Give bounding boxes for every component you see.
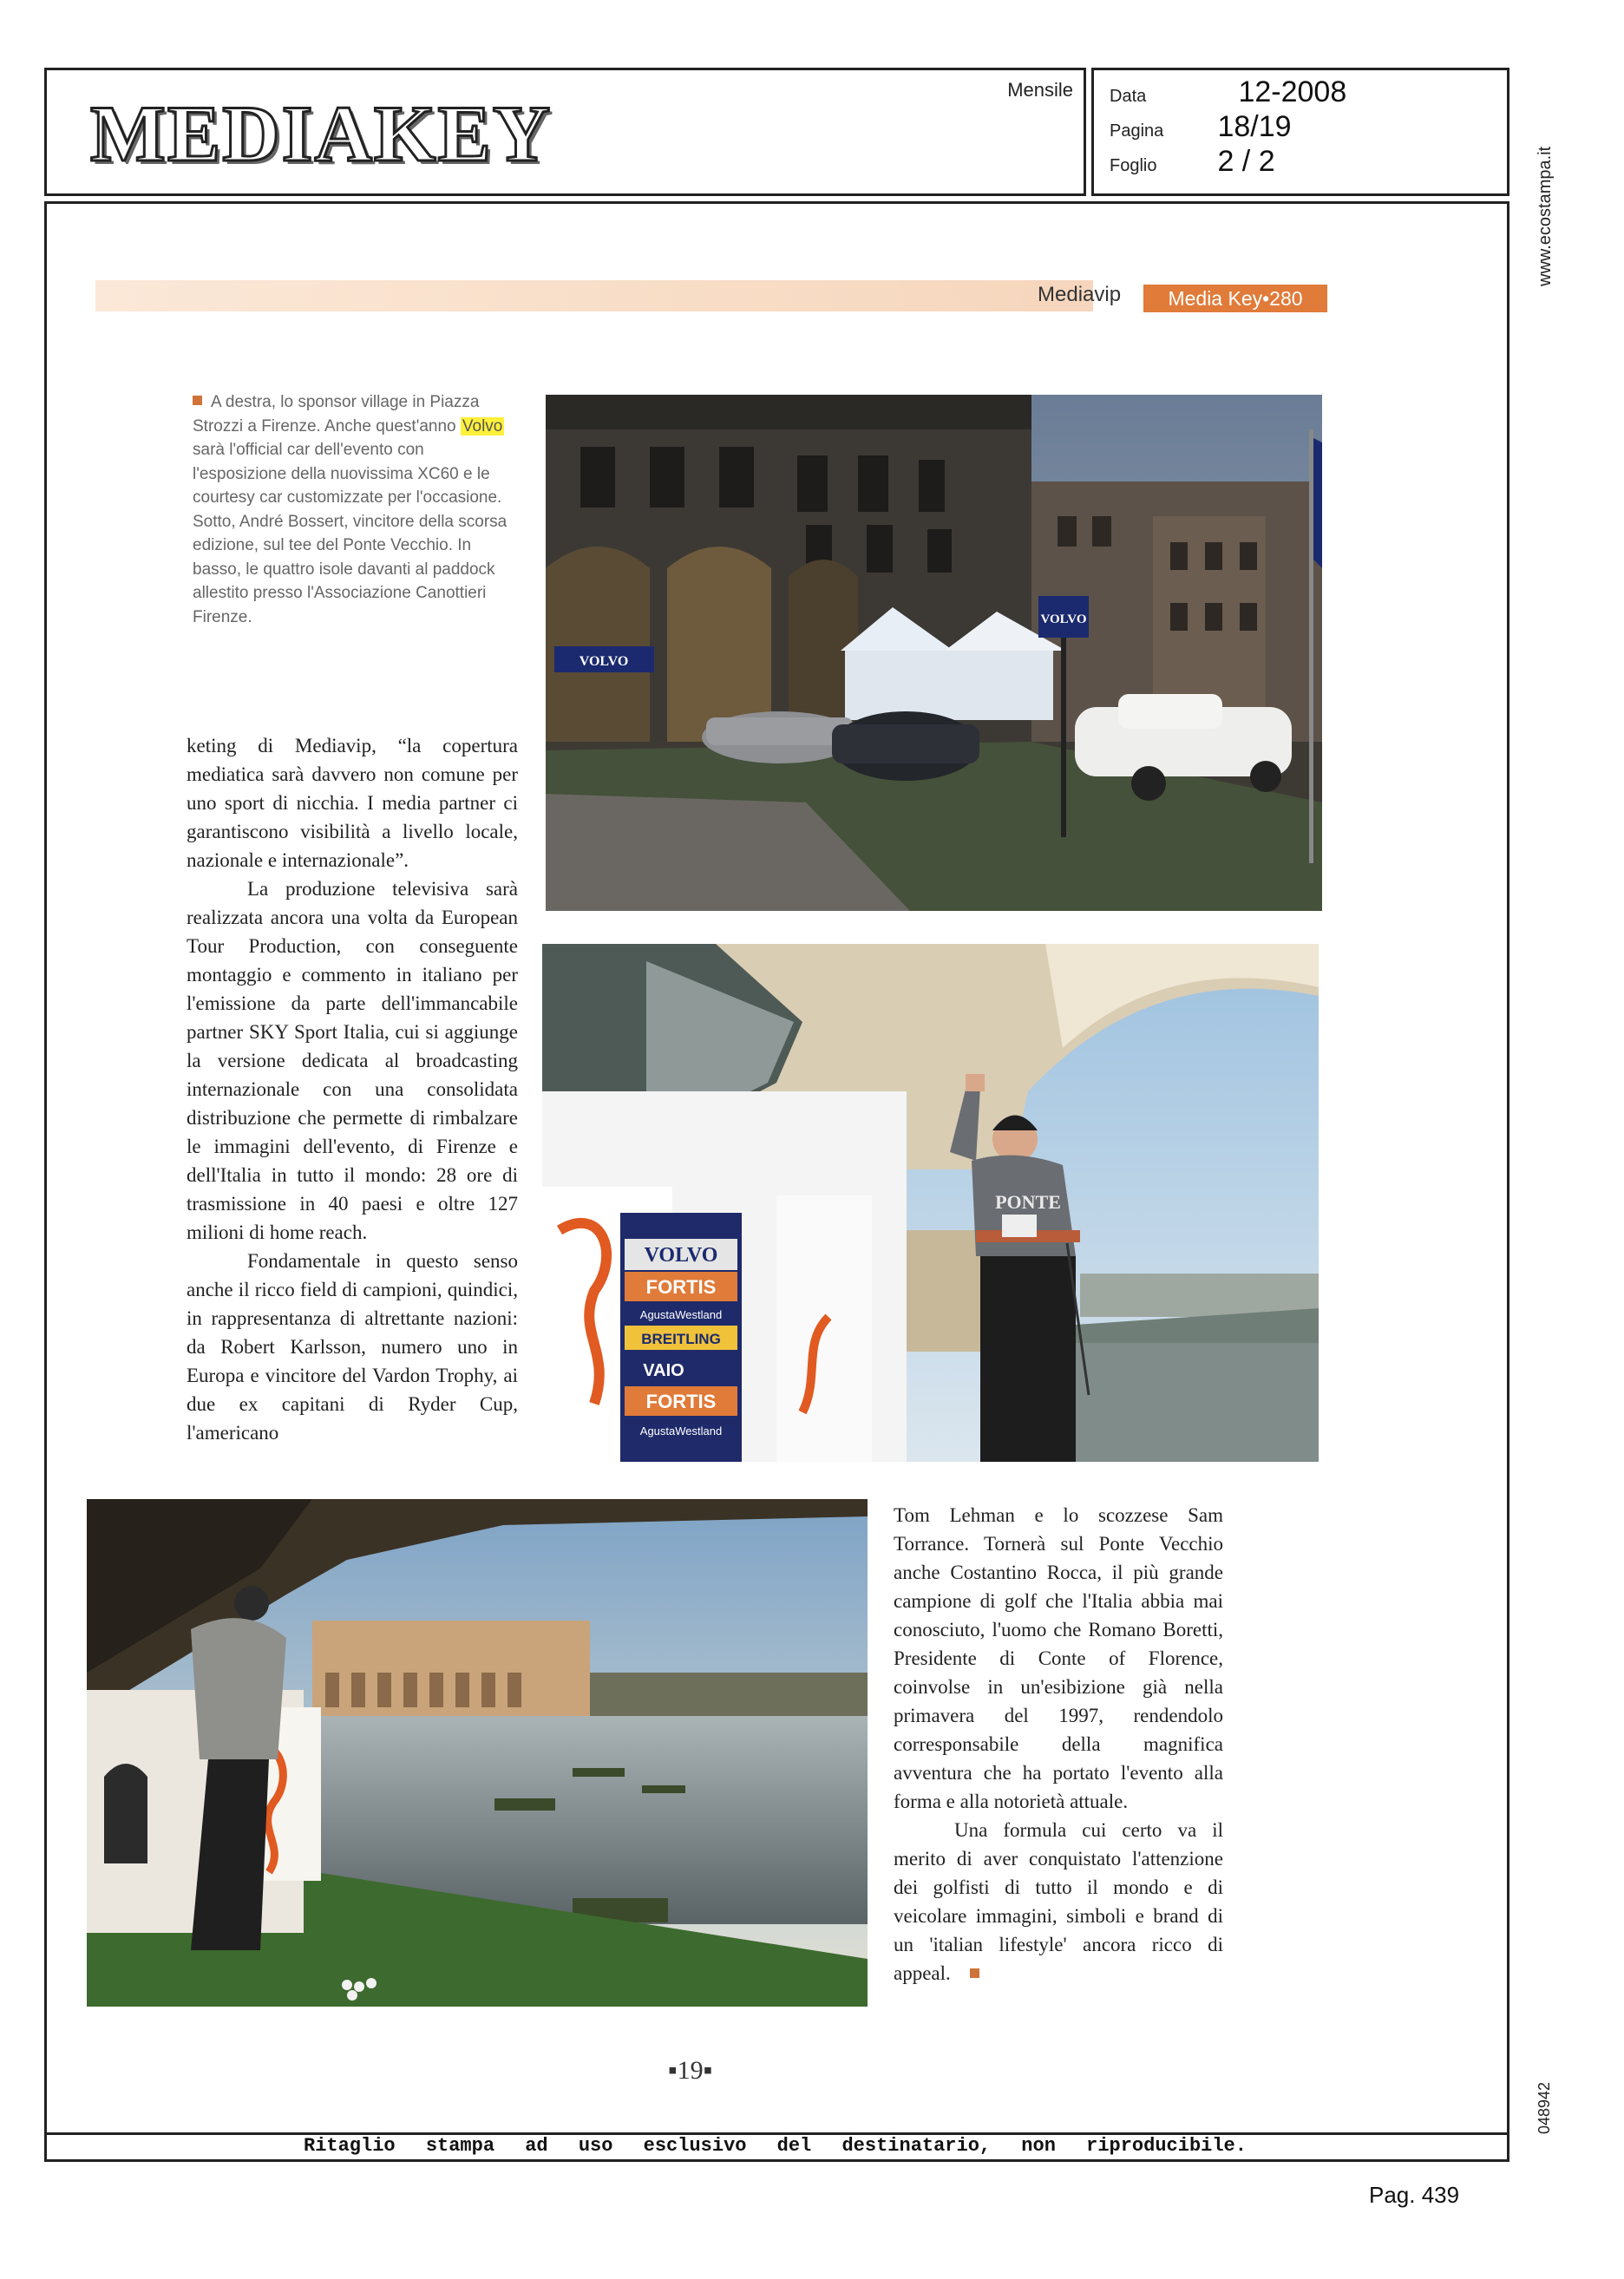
photo-caption	[193, 390, 522, 629]
sponsor-volvo: VOLVO	[644, 1244, 718, 1267]
article-paragraph	[894, 1816, 1223, 1988]
meta-value: 2 / 2	[1217, 145, 1275, 178]
sponsor-agusta: AgustaWestland	[639, 1308, 723, 1321]
footer-notice: Ritaglio stampa ad uso esclusivo del destinatario, non riproducibile.	[304, 2135, 1247, 2157]
meta-value: 12-2008	[1238, 75, 1347, 108]
meta-label: Foglio	[1110, 156, 1157, 175]
volvo-sign-right: VOLVO	[1040, 612, 1087, 626]
article-paragraph: keting di Mediavip, “la copertura mediatica sarà davvero non comune per uno sport di nicchia. I media partner ci garantiscono visibilità a livello locale, nazionale e internazionale”.	[187, 735, 518, 871]
article-paragraph-text: Una formula cui certo va il merito di aver conquistato l'attenzione dei golfisti di tutto il mondo e di veicolare immagini, simboli e brand di un 'italian lifestyle' ancora ricco di appeal.	[894, 1819, 1223, 1984]
photo-golfer-bridge	[542, 944, 1319, 1462]
meta-row-foglio	[1110, 145, 1275, 179]
meta-row-pagina	[1110, 110, 1292, 144]
section-band	[95, 280, 1093, 311]
side-url: www.ecostampa.it	[1536, 146, 1555, 286]
photo-sponsor-village	[546, 395, 1322, 911]
bullet-icon	[193, 396, 202, 405]
section-label: Mediavip	[1038, 283, 1122, 306]
sweater-print: PONTE	[995, 1191, 1061, 1213]
page-label: Pag. 439	[1369, 2182, 1460, 2208]
caption-highlight: Volvo	[462, 416, 503, 435]
photo-river-islands	[87, 1499, 868, 2007]
article-paragraph: Fondamentale in questo senso anche il ricco field di campioni, quindici, in rappresentanza di altrettante nazioni: da Robert Karlsson, numero uno in Europa e vincitore del Vardon Trophy, ai due ex capitani di Ryder Cup, l'americano	[187, 1250, 518, 1444]
meta-label: Data	[1110, 87, 1147, 106]
article-right-column	[894, 1501, 1223, 1988]
caption-text-1: A destra, lo sponsor village in Piazza Strozzi a Firenze. Anche quest'anno	[193, 393, 480, 435]
section-tag: Media Key•280	[1143, 285, 1327, 312]
sponsor-fortis: FORTIS	[645, 1276, 717, 1298]
frequency-label: Mensile	[1007, 79, 1073, 101]
article-paragraph: Tom Lehman e lo scozzese Sam Torrance. Tornerà sul Ponte Vecchio anche Costantino Rocca, il più grande campione di golf che l'Italia abbia mai conosciuto, l'uomo che Romano Boretti, Presidente di Conte of Florence, coinvolse in un'esibizione già nella primavera del 1997, rendendolo corresponsabile della magnifica avventura che ha portato l'evento alla forma e alla notorietà attuale.	[894, 1504, 1223, 1812]
sponsor-agusta-2: AgustaWestland	[639, 1424, 723, 1437]
side-code: 048942	[1536, 2081, 1553, 2134]
header-box	[44, 68, 1086, 196]
meta-box	[1091, 68, 1509, 196]
article-left-column	[187, 731, 518, 1447]
volvo-sign-left: VOLVO	[579, 654, 629, 669]
logo: MEDIAKEY	[90, 89, 553, 178]
caption-text-2: sarà l'official car dell'evento con l'esposizione della nuovissima XC60 e le courtesy car customizzate per l'occasione. Sotto, André Bossert, vincitore della scorsa edizione, sul tee del Ponte Vecchio. In basso, le quattro isole davanti al paddock allestito presso l'Associazione Canottieri Firenze.	[193, 441, 508, 626]
sponsor-fortis-2: FORTIS	[645, 1391, 717, 1412]
article-paragraph: La produzione televisiva sarà realizzata ancora una volta da European Tour Production, con conseguente montaggio e commento in italiano per l'emissione da parte dell'immancabile partner SKY Sport Italia, cui si aggiunge la versione dedicata al broadcasting internazionale con una consolidata distribuzione che permette di rimbalzare le immagini dell'evento, di Firenze e dell'Italia in tutto il mondo: 28 ore di trasmissione in 40 paesi e oltre 127 milioni di home reach.	[187, 878, 518, 1243]
sponsor-breitling: BREITLING	[641, 1331, 721, 1347]
meta-row-data	[1110, 75, 1346, 109]
sponsor-vaio: VAIO	[643, 1361, 684, 1380]
page-number: ▪19▪	[668, 2056, 713, 2085]
meta-value: 18/19	[1217, 110, 1292, 143]
meta-label: Pagina	[1110, 121, 1164, 141]
end-mark-icon	[970, 1968, 979, 1978]
